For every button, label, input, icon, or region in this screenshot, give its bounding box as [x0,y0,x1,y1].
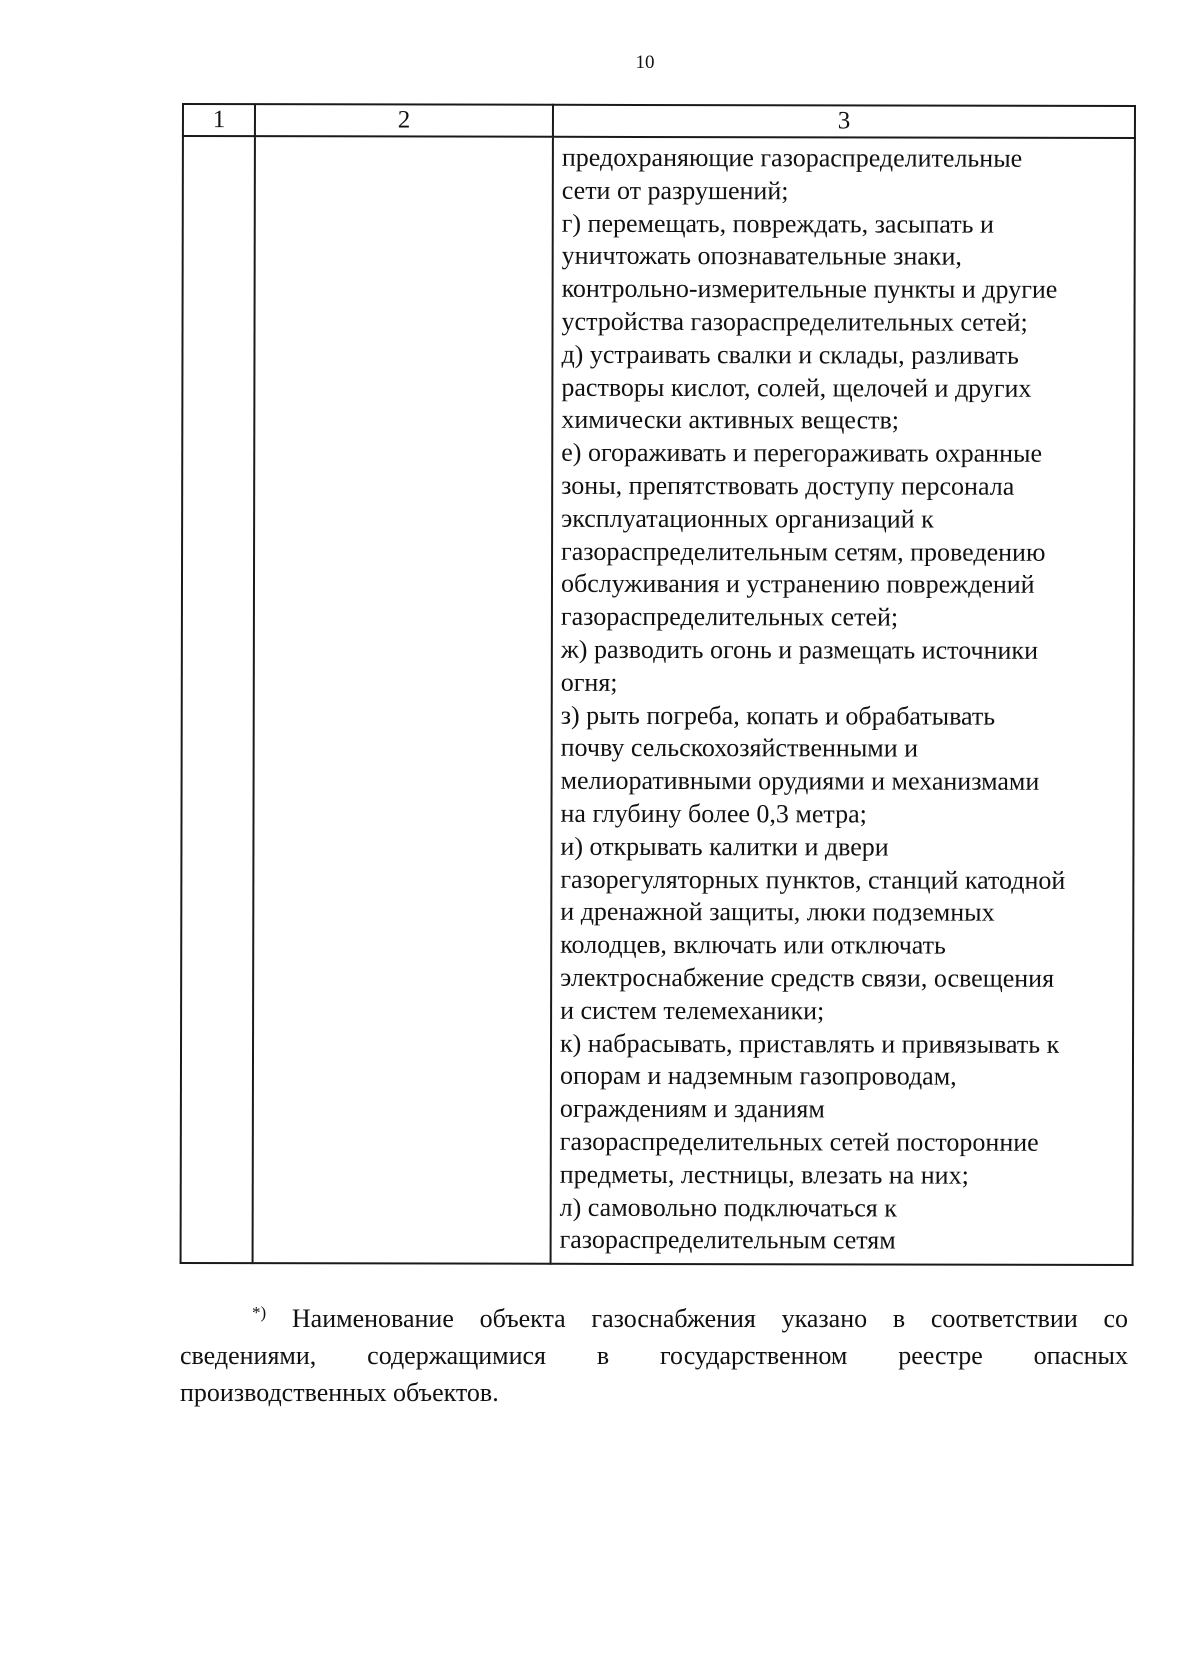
text-line: и систем телемеханики; [560,995,825,1026]
table-header-row [183,104,1135,138]
footnote [180,1294,1128,1411]
table-cell-col3 [551,137,1135,1265]
text-line: почву сельскохозяйственными и [560,733,919,763]
text-line: эксплуатационных организаций к [561,503,934,534]
text-line: огня; [560,667,618,697]
text-line: газорегуляторных пунктов, станций катодной [560,864,1066,895]
text-line: к) набрасывать, приставлять и привязывать к [560,1028,1060,1059]
text-line: предохраняющие газораспределительные [561,142,1023,173]
column-header-1: 1 [183,104,255,136]
text-line: зоны, препятствовать доступу персонала [561,470,1015,501]
text-line: газораспределительных сетей посторонние [559,1126,1039,1157]
footnote-line [180,1294,1128,1337]
text-line: предметы, лестницы, влезать на них; [559,1159,969,1190]
text-line: ж) разводить огонь и размещать источники [560,634,1039,665]
text-line: растворы кислот, солей, щелочей и других [561,372,1032,403]
text-line: контрольно-измерительные пункты и другие [561,273,1058,305]
text-line: газораспределительных сетей; [560,601,899,632]
text-line: устройства газораспределительных сетей; [561,306,1028,337]
text-line: и) открывать калитки и двери [560,831,889,862]
text-line: уничтожать опознавательные знаки, [561,241,962,272]
restrictions-text [552,138,1134,1264]
text-line: на глубину более 0,3 метра; [560,798,867,829]
table-body-row [181,136,1135,1265]
column-header-2: 2 [255,104,553,137]
table-cell-col1 [181,136,255,1263]
text-line: д) устраивать свалки и склады, разливать [561,339,1019,370]
footnote-line: производственных объектов. [180,1378,499,1407]
text-line: колодцев, включать или отключать [560,929,946,960]
column-header-3: 3 [553,105,1135,138]
text-line: з) рыть погреба, копать и обрабатывать [560,700,996,731]
footnote-mark: *) [252,1303,267,1322]
text-line: обслуживания и устранению повреждений [560,569,1035,600]
text-line: мелиоративными орудиями и механизмами [560,765,1040,796]
page-number: 10 [635,52,655,73]
text-line: и дренажной защиты, люки подземных [560,897,995,928]
text-line: е) огораживать и перегораживать охранные [561,437,1043,468]
text-line: газораспределительным сетям [559,1225,896,1255]
table-cell-col2 [253,136,553,1264]
text-line: электроснабжение средств связи, освещения [560,962,1055,993]
footnote-line: сведениями, содержащимися в государственном реестре опасных [180,1341,1128,1370]
text-line: химически активных веществ; [561,405,900,435]
text-line: ограждениям и зданиям [559,1093,825,1124]
text-line: г) перемещать, повреждать, засыпать и [561,208,994,239]
text-line: опорам и надземным газопроводам, [559,1061,957,1091]
text-line: л) самовольно подключаться к [559,1192,897,1222]
text-line: сети от разрушений; [561,175,789,206]
text-line: газораспределительным сетям, проведению [561,536,1046,567]
footnote-line-text: Наименование объекта газоснабжения указано в соответствии со [291,1304,1129,1333]
document-table [180,103,1136,1266]
